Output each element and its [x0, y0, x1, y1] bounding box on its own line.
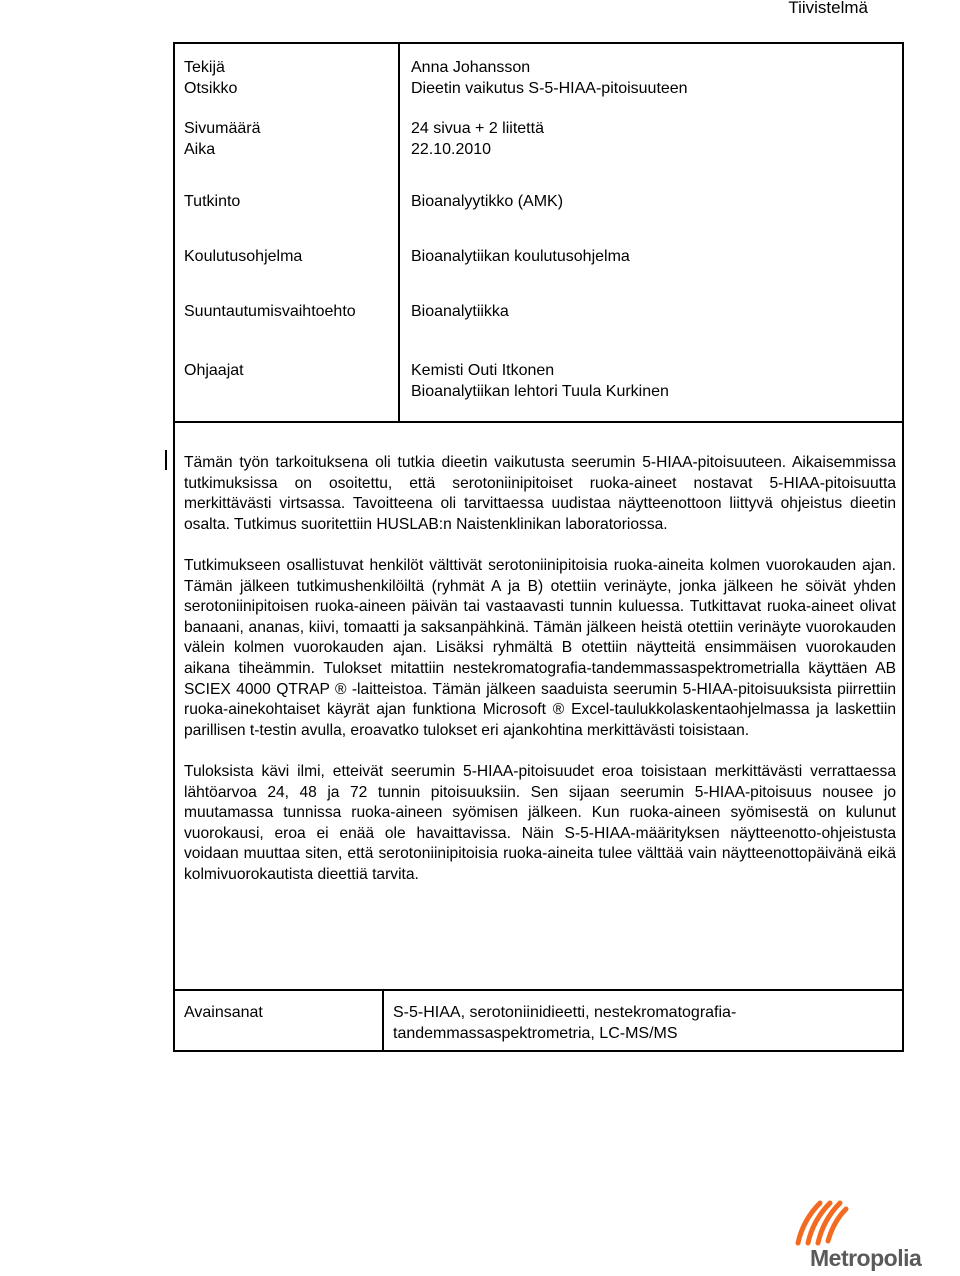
label-specialisation: Suuntautumisvaihtoehto: [184, 303, 356, 320]
keywords-line-2: tandemmassaspektrometria, LC-MS/MS: [393, 1025, 678, 1042]
value-pages: 24 sivua + 2 liitettä: [411, 120, 544, 137]
keywords-divider: [382, 989, 384, 1052]
label-pages: Sivumäärä: [184, 120, 261, 137]
keywords-label: Avainsanat: [184, 1004, 263, 1021]
label-title: Otsikko: [184, 80, 238, 97]
page-header-title: Tiivistelmä: [788, 0, 868, 17]
abstract-paragraph-2: Tutkimukseen osallistuvat henkilöt välttivät serotoniinipitoisia ruoka-aineita kolmen vuorokauden ajan. Tämän jälkeen tutkimushenkilöiltä (ryhmät A ja B) otettiin verinäyte, jonka jälkeen he söivät yhden serotoniinipitoisen ruoka-aineen päivän tai vastaavasti tunnin kuluessa. Tutkittavat ruoka-aineet olivat banaani, ananas, kiivi, tomaatti ja saksanpähkinä. Tämän jälkeen heistä otettiin verinäyte vuorokauden välein kolmen vuorokauden ajan. Lisäksi ryhmältä B otettiin näytteitä ensimmäisen vuorokauden aikana tiheämmin. Tulokset mitattiin nestekromatografia-tandemmassaspektrometrialla käyttäen AB SCIEX 4000 QTRAP ® -laitteistoa. Tämän jälkeen saaduista seerumin 5-HIAA-pitoisuuksista piirrettiin ruoka-ainekohtaiset käyrät ajan funktiona Microsoft ® Excel-taulukkolaskentaohjelmassa ja laskettiin parillisen t-testin avulla, eroavatko tulokset eri ajankohtina merkittävästi toisistaan.: [184, 556, 896, 739]
abstract-paragraph-3: Tuloksista kävi ilmi, etteivät seerumin 5-HIAA-pitoisuudet eroa toisistaan merkittävästi verrattaessa lähtöarvoa 24, 48 ja 72 tunnin pitoisuuksiin. Sen sijaan seerumin 5-HIAA-pitoisuus nousee jo muutamassa tunnissa ruoka-aineen syömisen jälkeen. Kun ruoka-aineen syömisestä on kulunut vuorokausi, eroa ei enää ole havaittavissa. Näin S-5-HIAA-määrityksen näytteenotto-ohjeistusta voidaan muuttaa siten, että serotoniinipitoisia ruoka-aineita tulee välttää vain näytteenottopäivänä eikä kolmivuorokautista dieettiä tarvita.: [184, 762, 896, 883]
label-date: Aika: [184, 141, 216, 158]
value-author: Anna Johansson: [411, 59, 531, 76]
keywords-value: [393, 1002, 736, 1044]
value-programme: Bioanalytiikan koulutusohjelma: [411, 248, 630, 265]
label-supervisors: Ohjaajat: [184, 362, 244, 379]
value-specialisation: Bioanalytiikka: [411, 303, 509, 320]
column-divider: [398, 42, 400, 422]
revision-bar: [165, 450, 167, 470]
abstract-body: [184, 453, 896, 885]
label-author: Tekijä: [184, 59, 225, 76]
value-date: 22.10.2010: [411, 141, 492, 158]
value-degree: Bioanalyytikko (AMK): [411, 193, 564, 210]
value-title: Dieetin vaikutus S-5-HIAA-pitoisuuteen: [411, 80, 688, 97]
value-supervisor-1: Kemisti Outi Itkonen: [411, 362, 555, 379]
label-programme: Koulutusohjelma: [184, 248, 303, 265]
value-supervisor-2: Bioanalytiikan lehtori Tuula Kurkinen: [411, 383, 669, 400]
label-degree: Tutkinto: [184, 193, 241, 210]
keywords-top-rule: [173, 989, 904, 991]
logo-wordmark: Metropolia: [810, 1245, 922, 1271]
info-table-bottom-rule: [173, 421, 904, 423]
abstract-paragraph-1: Tämän työn tarkoituksena oli tutkia dieetin vaikutusta seerumin 5-HIAA-pitoisuuteen. Aikaisemmissa tutkimuksissa on osoitettu, että serotoniinipitoiset ruoka-aineet nostavat 5-HIAA-pitoisuutta merkittävästi virtsassa. Tavoitteena oli tarvittaessa uudistaa näytteenottoon liittyvä ohjeistus dieetin osalta. Tutkimus suoritettiin HUSLAB:n Naistenklinikan laboratoriossa.: [184, 454, 896, 533]
keywords-line-1: S-5-HIAA, serotoniinidieetti, nestekromatografia-: [393, 1004, 737, 1021]
